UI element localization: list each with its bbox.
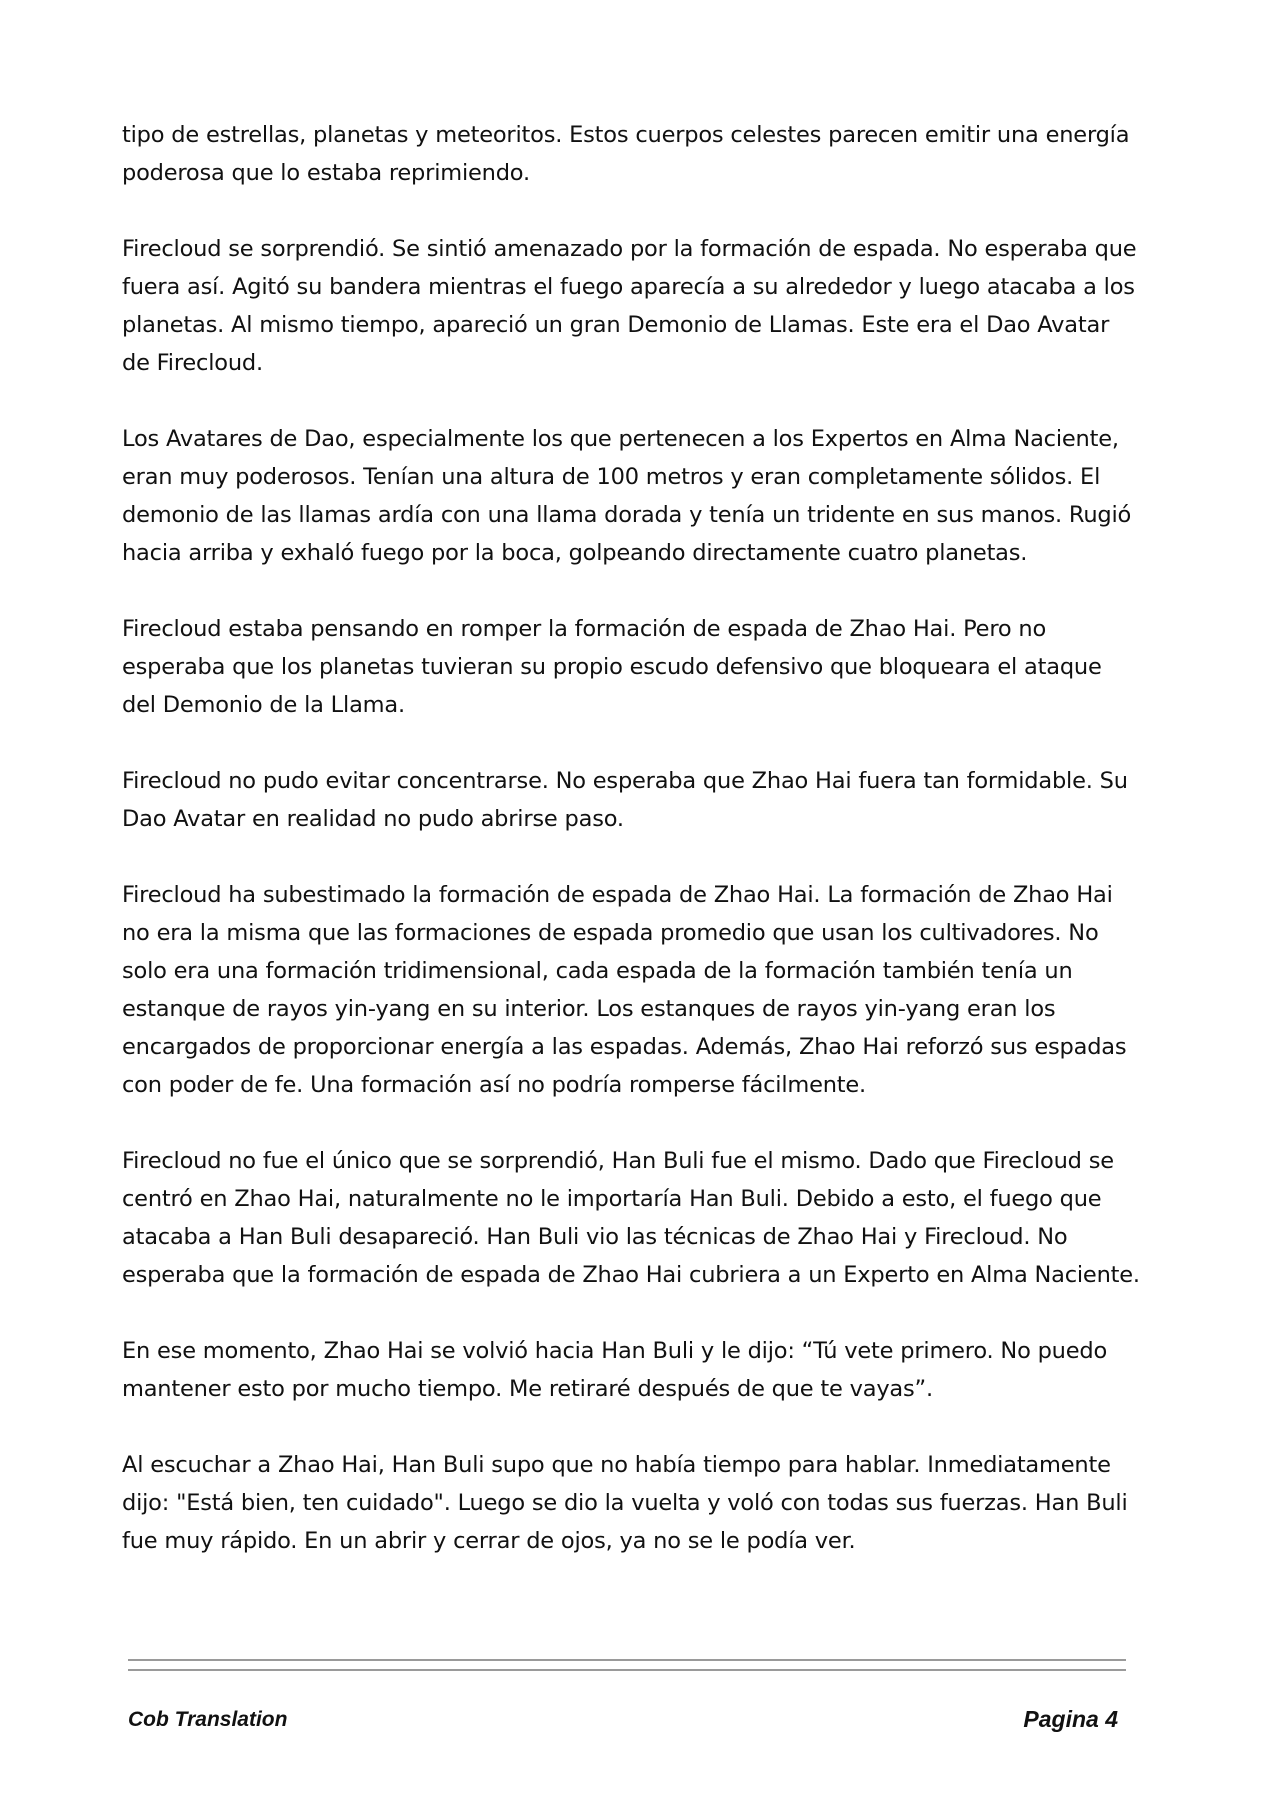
paragraph: Firecloud no fue el único que se sorprendió, Han Buli fue el mismo. Dado que Firecloud se centró en Zhao Hai, naturalmente no le importaría Han Buli. Debido a esto, el fuego que atacaba a Han Buli desapareció. Han Buli vio las técnicas de Zhao Hai y Firecloud. No esperaba que la formación de espada de Zhao Hai cubriera a un Experto en Alma Naciente. bbox=[122, 1148, 1140, 1288]
footer-divider-top bbox=[128, 1659, 1126, 1661]
document-body bbox=[122, 116, 1142, 1598]
paragraph: Los Avatares de Dao, especialmente los que pertenecen a los Expertos en Alma Naciente, eran muy poderosos. Tenían una altura de 100 metros y eran completamente sólidos. El demonio de las llamas ardía con una llama dorada y tenía un tridente en sus manos. Rugió hacia arriba y exhaló fuego por la boca, golpeando directamente cuatro planetas. bbox=[122, 426, 1132, 566]
paragraph: Firecloud no pudo evitar concentrarse. No esperaba que Zhao Hai fuera tan formidable. Su Dao Avatar en realidad no pudo abrirse paso. bbox=[122, 768, 1128, 832]
paragraph: Al escuchar a Zhao Hai, Han Buli supo que no había tiempo para hablar. Inmediatamente dijo: "Está bien, ten cuidado". Luego se dio la vuelta y voló con todas sus fuerzas. Han Buli fue muy rápido. En un abrir y cerrar de ojos, ya no se le podía ver. bbox=[122, 1452, 1128, 1554]
paragraph: Firecloud se sorprendió. Se sintió amenazado por la formación de espada. No esperaba que fuera así. Agitó su bandera mientras el fuego aparecía a su alrededor y luego atacaba a los planetas. Al mismo tiempo, apareció un gran Demonio de Llamas. Este era el Dao Avatar de Firecloud. bbox=[122, 236, 1137, 376]
paragraph: tipo de estrellas, planetas y meteoritos. Estos cuerpos celestes parecen emitir una energía poderosa que lo estaba reprimiendo. bbox=[122, 122, 1130, 186]
footer-publisher: Cob Translation bbox=[128, 1708, 288, 1731]
paragraph: Firecloud ha subestimado la formación de espada de Zhao Hai. La formación de Zhao Hai no era la misma que las formaciones de espada promedio que usan los cultivadores. No solo era una formación tridimensional, cada espada de la formación también tenía un estanque de rayos yin-yang en su interior. Los estanques de rayos yin-yang eran los encargados de proporcionar energía a las espadas. Además, Zhao Hai reforzó sus espadas con poder de fe. Una formación así no podría romperse fácilmente. bbox=[122, 882, 1127, 1098]
footer-divider-bottom bbox=[128, 1669, 1126, 1671]
paragraph: Firecloud estaba pensando en romper la formación de espada de Zhao Hai. Pero no esperaba que los planetas tuvieran su propio escudo defensivo que bloqueara el ataque del Demonio de la Llama. bbox=[122, 616, 1102, 718]
footer-page-number: Pagina 4 bbox=[1023, 1706, 1118, 1732]
paragraph: En ese momento, Zhao Hai se volvió hacia Han Buli y le dijo: “Tú vete primero. No puedo mantener esto por mucho tiempo. Me retiraré después de que te vayas”. bbox=[122, 1338, 1108, 1402]
